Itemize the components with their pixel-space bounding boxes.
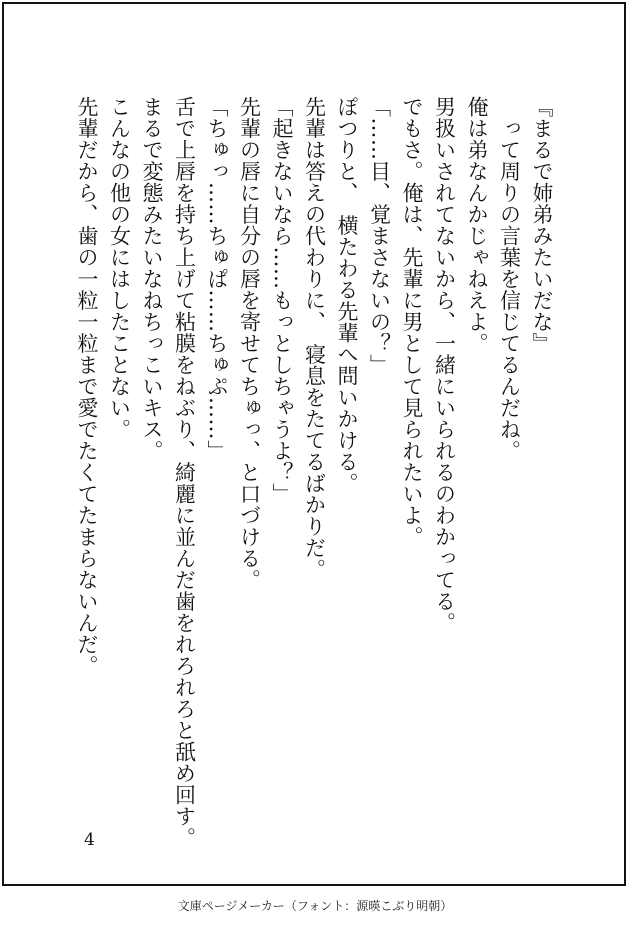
text-line: 俺は弟なんかじゃねえよ。 xyxy=(465,96,489,354)
footer-credit: 文庫ページメーカー（フォント：源暎こぶり明朝） xyxy=(177,899,453,913)
text-line: 「ちゅっ……ちゅぱ……ちゅぷ……」 xyxy=(205,96,229,462)
page-number: 4 xyxy=(84,830,95,850)
text-line: 先輩は答えの代わりに、 寝息をたてるばかりだ。 xyxy=(302,96,327,580)
text-line: 先輩の唇に自分の唇を寄せてちゅっ、と口づける。 xyxy=(237,96,262,591)
text-line: こんなの他の女にはしたことない。 xyxy=(107,96,132,440)
text-line: でもさ。俺は、先輩に男として見られたいよ。 xyxy=(400,96,424,548)
text-line: ぽつりと、 横たわる先輩へ問いかける。 xyxy=(335,96,359,494)
text-line: 男扱いされてないから、一緒にいられるのわかってる。 xyxy=(432,96,457,634)
text-line: 先輩だから、歯の一粒一粒まで愛でたくてたまらないんだ。 xyxy=(75,96,99,677)
text-line: 「……目、覚まさないの？」 xyxy=(367,96,392,376)
text-line: 「起きないなら……もっとしちゃうよ？」 xyxy=(270,96,294,505)
text-line: まるで変態みたいなねちっこいキス。 xyxy=(140,96,164,462)
text-line: 『まるで姉弟みたいだな』 xyxy=(530,96,554,354)
text-line: 舌で上唇を持ち上げて粘膜をねぶり、綺麗に並んだ歯をれろれろと舐め回す。 xyxy=(172,96,197,849)
text-line: って周りの言葉を信じてるんだね。 xyxy=(497,96,522,462)
